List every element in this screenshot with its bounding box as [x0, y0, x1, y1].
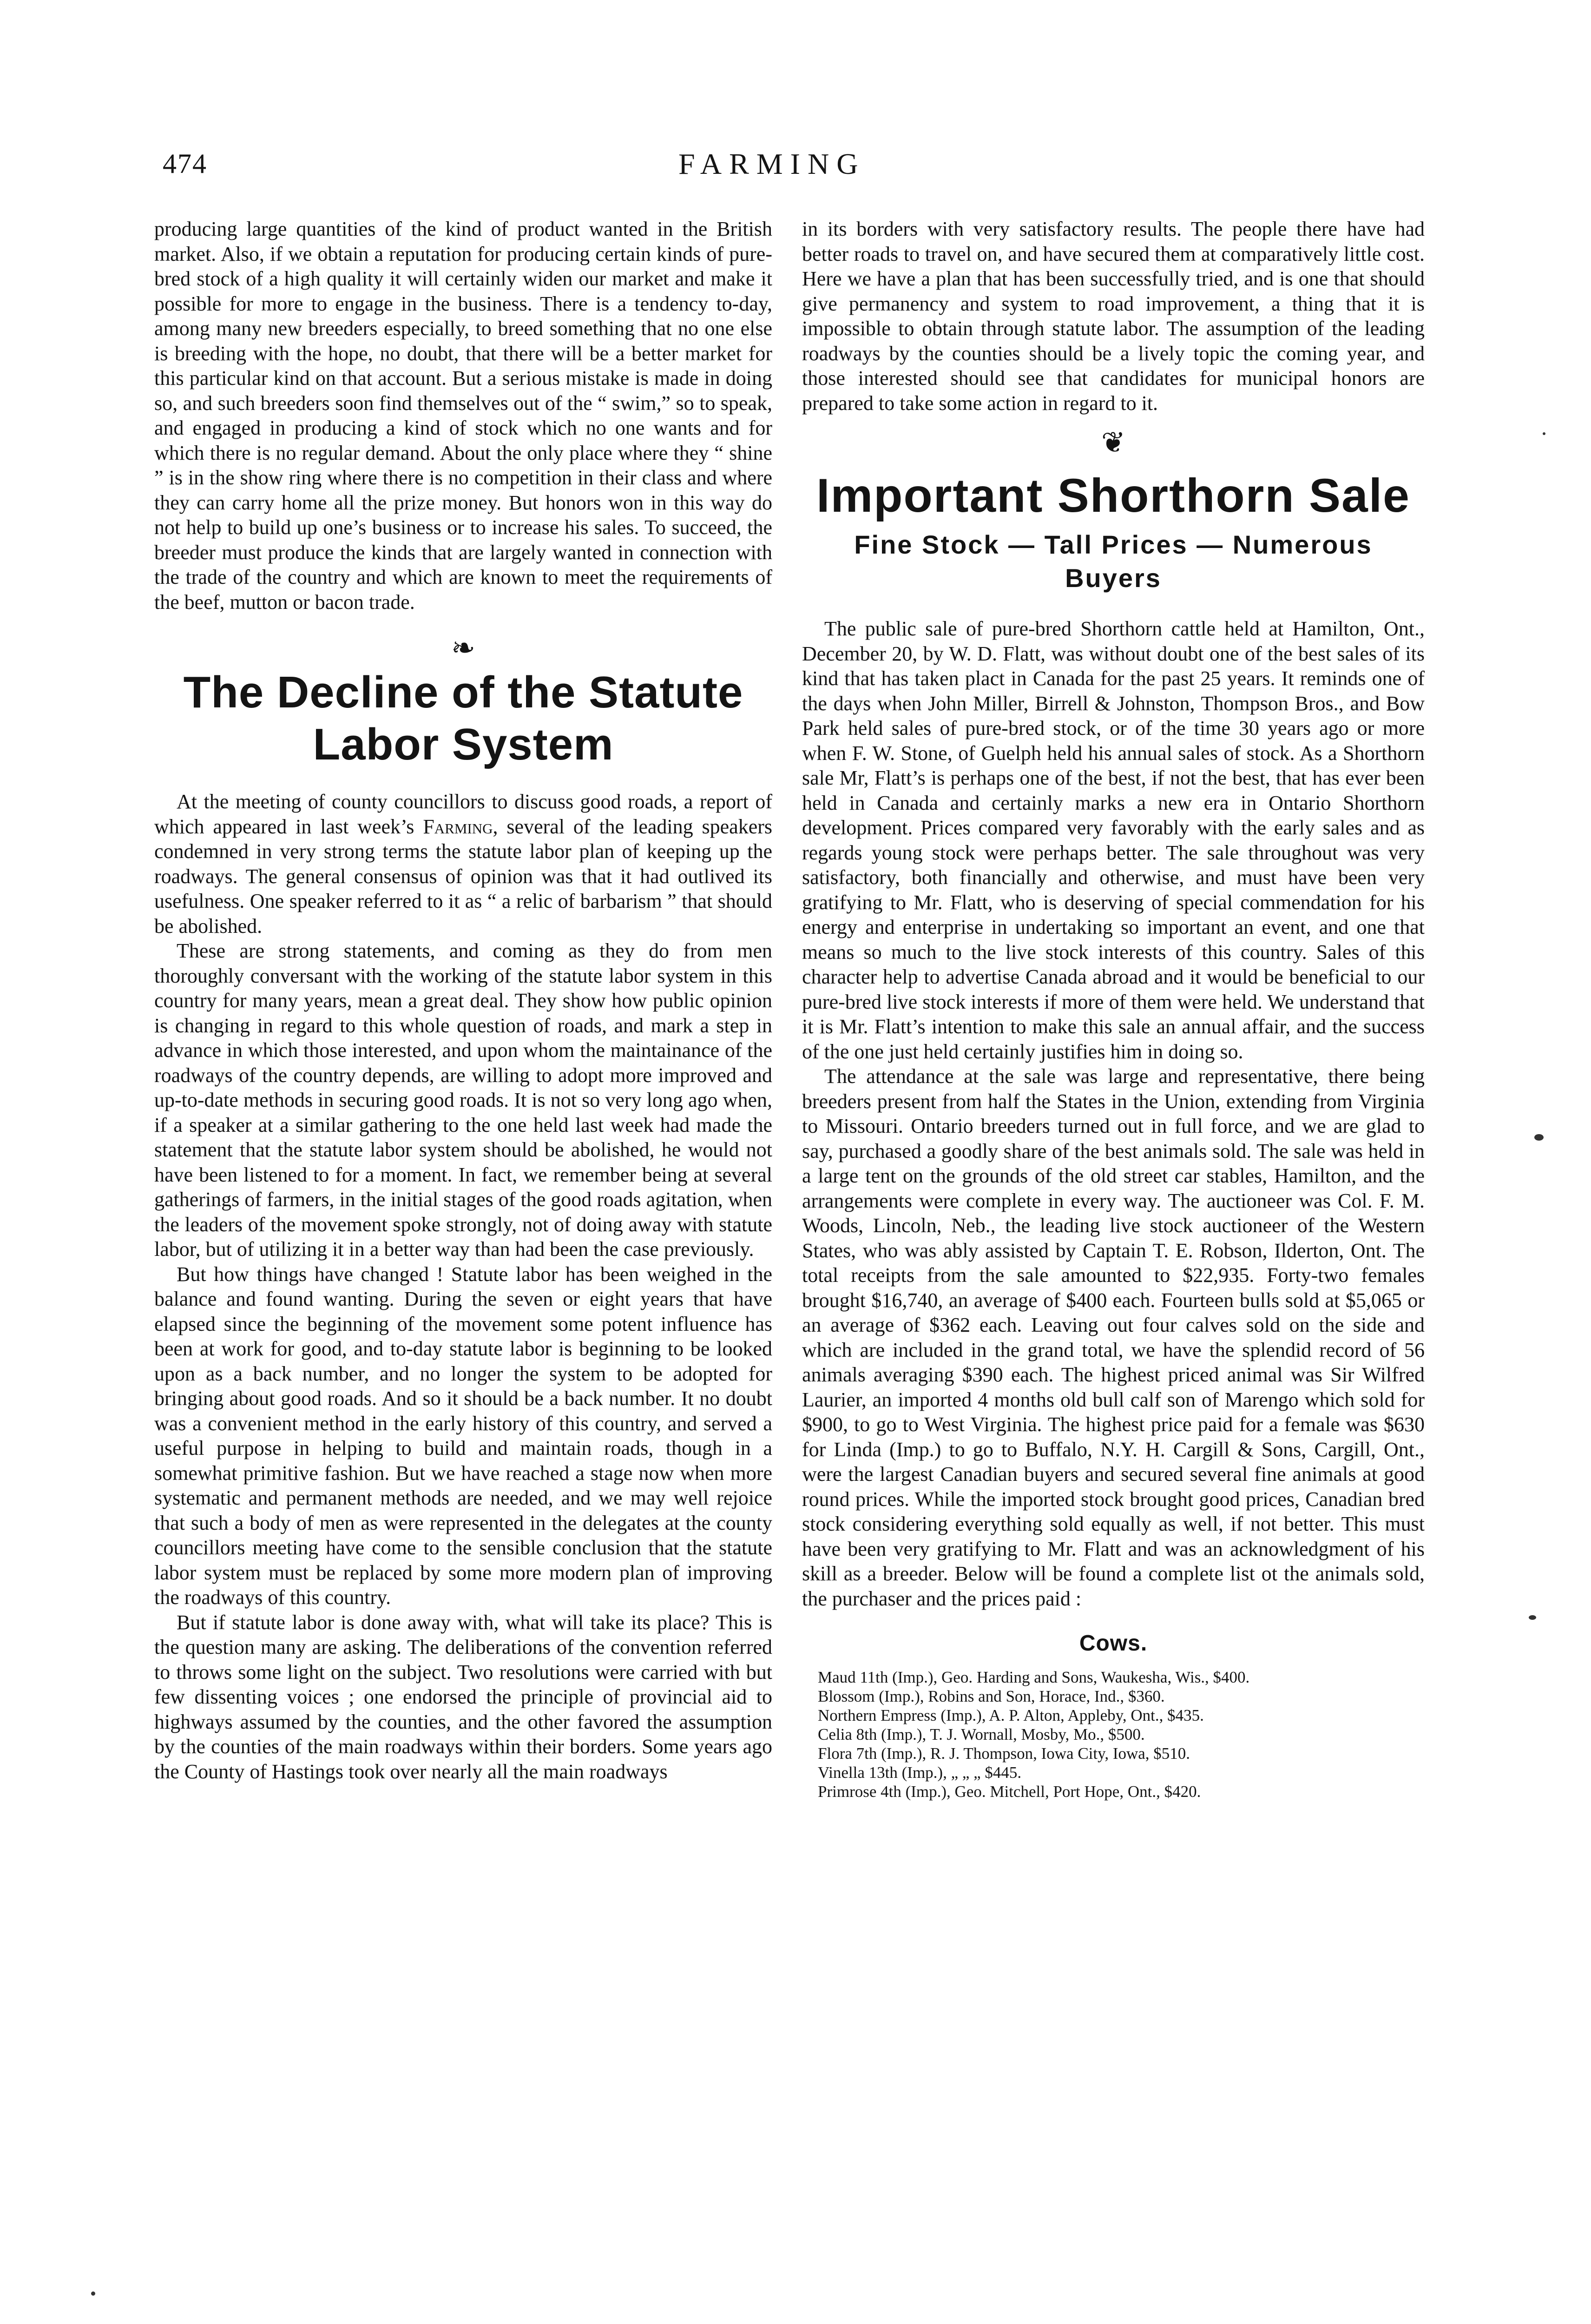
scan-speck	[91, 2291, 95, 2296]
statute-labor-paragraph-4: But if statute labor is done away with, what will take its place? This is the question many are asking. The deliberations of the convention referred to throws some light on the subject. Two resolutions were carried with but few dissenting voices ; one endorsed the principle of provincial aid to highways assumed by the counties, and the other favored the assumption by the counties of the main roadways within their borders. Some years ago the County of Hastings took over nearly all the main roadways	[154, 1611, 772, 1783]
left-continuation-paragraph: producing large quantities of the kind of product wanted in the British market. Also, if we obtain a reputation for producing certain kinds of pure-bred stock of a high quality it will certainly widen our market and make it possible for more to engage in the business. There is a tendency to-day, among many new breeders especially, to breed something that no one else is breeding with the hope, no doubt, that there will be a better market for this particular kind on that account. But a serious mistake is made in doing so, and such breeders soon find themselves out of the “ swim,” so to speak, and engaged in producing a kind of stock which no one wants and for which there is no regular demand. About the only place where they “ shine ” is in the show ring where there is no competition in their class and where they can carry home all the prize money. But honors won in this way do not help to build up one’s business or to increase his sales. To succeed, the breeder must produce the kinds that are largely wanted in connection with the trade of the country and which are known to meet the requirements of the beef, mutton or bacon trade.	[154, 218, 772, 614]
list-item: Maud 11th (Imp.), Geo. Harding and Sons, Waukesha, Wis., $400.	[818, 1668, 1250, 1686]
shorthorn-sale-paragraph-2: The attendance at the sale was large and representative, there being breeders present from half the States in the Union, extending from Virginia to Missouri. Ontario breeders turned out in full force, and we are glad to say, purchased a goodly share of the best animals sold. The sale was held in a large tent on the grounds of the old street car stables, Hamilton, and the arrangements were complete in every way. The auctioneer was Col. F. M. Woods, Lincoln, Neb., the leading live stock auctioneer of the Western States, who was ably assisted by Captain T. E. Robson, Ilderton, Ont. The total receipts from the sale amounted to $22,935. Forty-two females brought $16,740, an average of $400 each. Fourteen bulls sold at $5,065 or an average of $362 each. Leaving out four calves sold on the side and which are included in the grand total, we have the splendid record of 56 animals averaging $390 each. The highest priced animal was Sir Wilfred Laurier, an imported 4 months old bull calf son of Marengo which sold for $900, to go to West Virginia. The highest price paid for a female was $630 for Linda (Imp.) to go to Buffalo, N.Y. H. Cargill & Sons, Cargill, Ont., were the largest Canadian buyers and secured several fine animals at good round prices. While the imported stock brought good prices, Canadian bred stock considering everything sold equally as well, if not better. This must have been very gratifying to Mr. Flatt and was an acknowledgment of his skill as a breeder. Below will be found a complete list ot the animals sold, the purchaser and the prices paid :	[802, 1065, 1425, 1610]
cows-section-heading: Cows.	[1079, 1631, 1148, 1656]
statute-labor-headline: The Decline of the Statute Labor System	[183, 667, 743, 769]
ornament-right-icon: ❦	[1101, 427, 1125, 459]
statute-p1-after: , several of the leading speakers condemned in very strong terms the statute labor plan of keeping up the roadways. The general consensus of opinion was that it had outlived its usefulness. One speaker referred to it as “ a relic of barbarism ” that should be abolished.	[154, 815, 772, 938]
shorthorn-sale-subhead: Fine Stock — Tall Prices — Numerous Buyers	[854, 530, 1373, 593]
list-item: Flora 7th (Imp.), R. J. Thompson, Iowa City, Iowa, $510.	[818, 1744, 1190, 1763]
shorthorn-sale-paragraph-1: The public sale of pure-bred Shorthorn cattle held at Hamilton, Ont., December 20, by W. D. Flatt, was without doubt one of the best sales of its kind that has taken plact in Canada for the past 25 years. It reminds one of the days when John Miller, Birrell & Johnston, Thompson Bros., and Bow Park held sales of pure-bred stock, or of the time 30 years ago or more when F. W. Stone, of Guelph held his annual sales of stock. As a Shorthorn sale Mr, Flatt’s is perhaps one of the best, if not the best, that has ever been held in Canada and certainly marks a new era in Ontario Shorthorn development. Prices compared very favorably with the early sales and as regards young stock were perhaps better. The sale throughout was very satisfactory, both financially and otherwise, and must have been very gratifying to Mr. Flatt, who is deserving of special commendation for his energy and enterprise in undertaking so important an event, and one that means so much to the live stock interests of this country. Sales of this character help to advertise Canada abroad and it would be beneficial to our pure-bred live stock interests if more of them were held. We understand that it is Mr. Flatt’s intention to make this sale an annual affair, and the success of the one just held certainly justifies him in doing so.	[802, 617, 1425, 1063]
right-column	[802, 217, 1425, 1801]
right-continuation-paragraph: in its borders with very satisfactory results. The people there have had better roads to travel on, and have secured them at comparatively little cost. Here we have a plan that has been successfully tried, and is one that should give permanency and system to road improvement, a thing that it is impossible to obtain through statute labor. The assumption of the leading roadways by the counties should be a lively topic the coming year, and those interested should see that candidates for municipal honors are prepared to take some action in regard to it.	[802, 218, 1425, 415]
statute-labor-paragraph-2: These are strong statements, and coming as they do from men thoroughly conversant with the working of the statute labor system in this country for many years, mean a great deal. They show how public opinion is changing in regard to this whole question of roads, and mark a step in advance in which those interested, and upon whom the maintainance of the roadways of the country depends, are willing to adopt more improved and up-to-date methods in securing good roads. It is not so very long ago when, if a speaker at a similar gathering to the one held last week had made the statement that the statute labor system should be abolished, he would not have been listened to for a moment. In fact, we remember being at several gatherings of farmers, in the initial stages of the good roads agitation, when the leaders of the movement spoke strongly, not of doing away with statute labor, but of utilizing it in a better way than had been the case previously.	[154, 939, 772, 1261]
list-item: Northern Empress (Imp.), A. P. Alton, Appleby, Ont., $435.	[818, 1706, 1204, 1724]
statute-labor-paragraph-3: But how things have changed ! Statute labor has been weighed in the balance and found wanting. During the seven or eight years that have elapsed since the beginning of the movement some potent influence has been at work for good, and to-day statute labor is beginning to be looked upon as a back number, and no longer the system to be adopted for bringing about good roads. And so it should be a back number. It no doubt was a convenient method in the early history of this country, and served a useful purpose in helping to build and maintain roads, though in a somewhat primitive fashion. But we have reached a stage now when more systematic and permanent methods are needed, and we may well rejoice that such a body of men as were represented in the delegates at the county councillors meeting have come to the sensible conclusion that the statute labor system must be replaced by some more modern plan of improving the roadways of this country.	[154, 1262, 772, 1609]
statute-labor-paragraph-1	[154, 789, 772, 938]
list-item: Primrose 4th (Imp.), Geo. Mitchell, Port Hope, Ont., $420.	[818, 1783, 1201, 1801]
scan-speck	[1529, 1615, 1536, 1620]
scan-speck	[1543, 432, 1545, 435]
statute-p1-before: At the meeting of county councillors to discuss good roads, a report of which appeared in last week’s	[154, 790, 772, 838]
page-number: 474	[163, 148, 207, 179]
running-title: FARMING	[678, 147, 866, 180]
shorthorn-sale-headline: Important Shorthorn Sale	[816, 469, 1410, 522]
left-column	[154, 217, 772, 1784]
scan-speck	[1534, 1134, 1544, 1141]
statute-p1-publication-name: Farming	[423, 815, 493, 838]
list-item: Celia 8th (Imp.), T. J. Wornall, Mosby, Mo., $500.	[818, 1725, 1145, 1743]
list-item: Blossom (Imp.), Robins and Son, Horace, Ind., $360.	[818, 1687, 1165, 1705]
cows-sale-list	[802, 1668, 1425, 1801]
ornament-left-icon: ❧	[451, 633, 475, 664]
list-item: Vinella 13th (Imp.), „ „ „ $445.	[818, 1763, 1022, 1782]
